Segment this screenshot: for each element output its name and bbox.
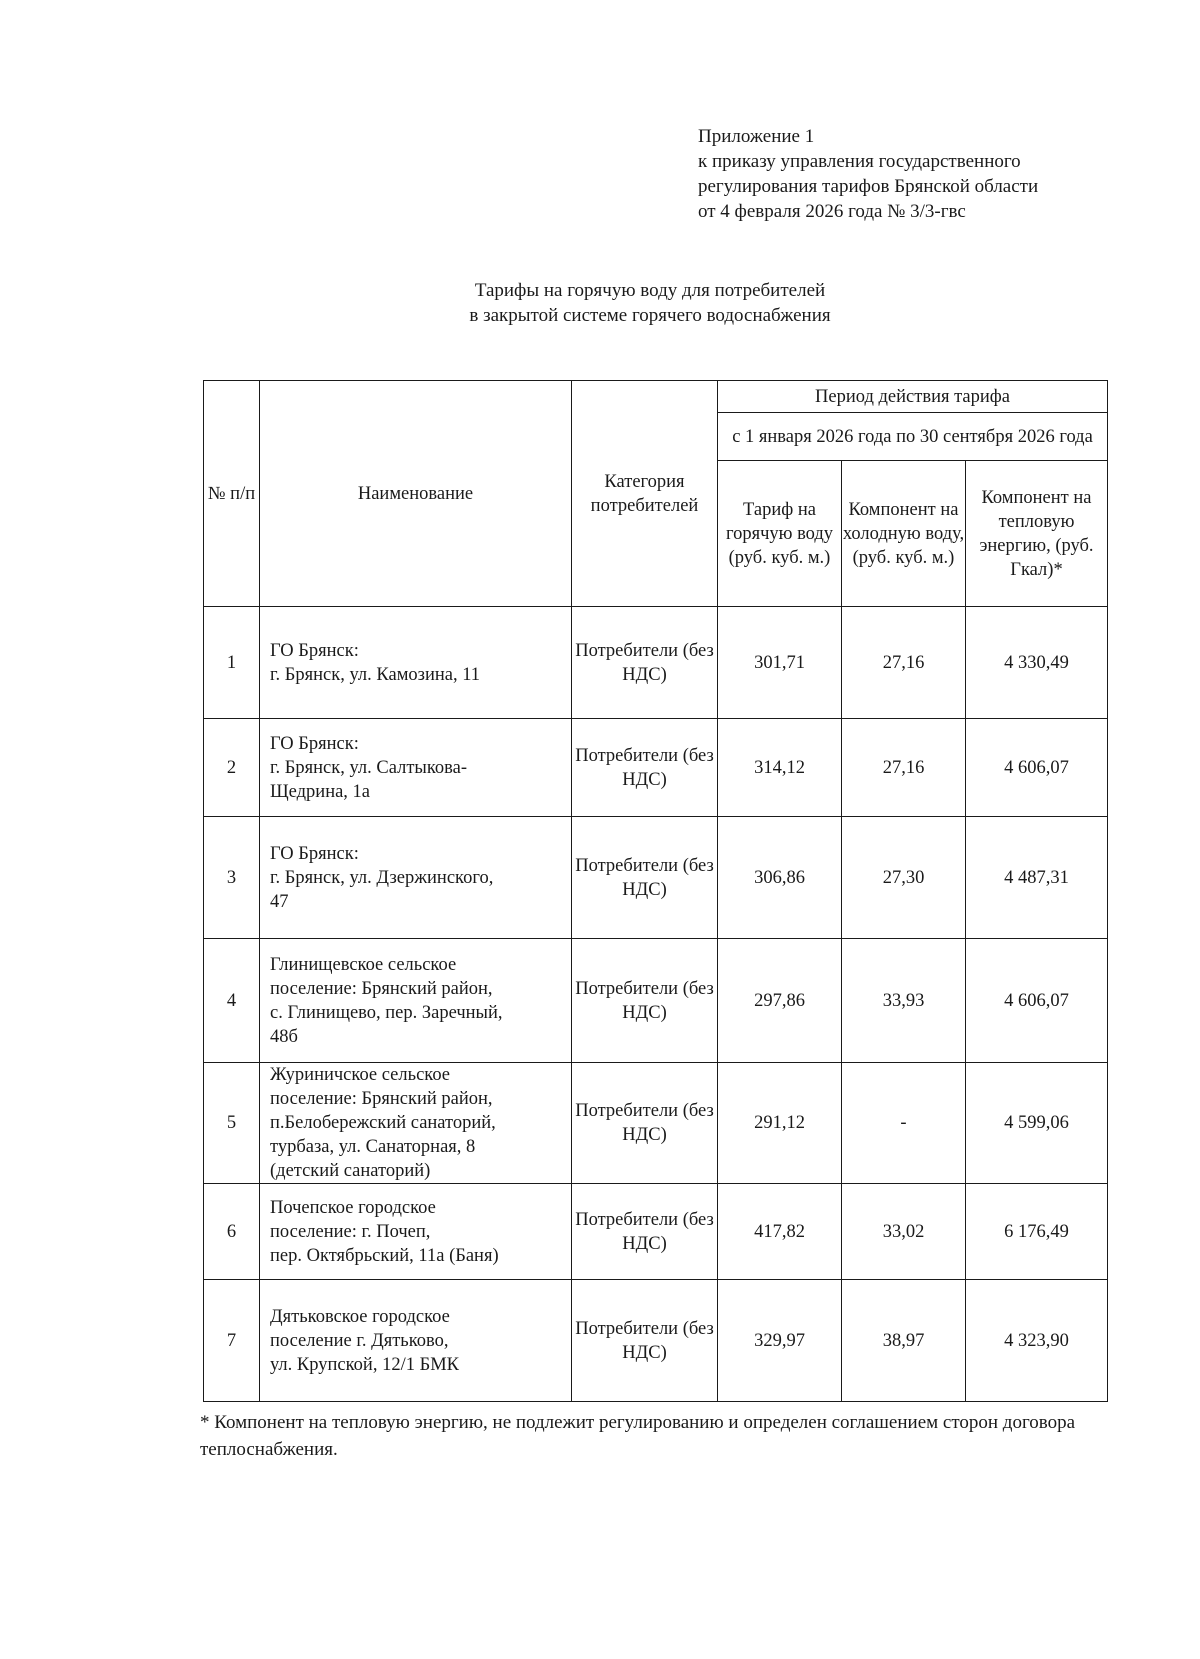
row-name-line: Почепское городское: [270, 1197, 436, 1218]
row-cold: 33,93: [842, 939, 966, 1063]
appendix-header: [698, 124, 1038, 224]
header-num: № п/п: [204, 381, 260, 607]
row-cold: -: [842, 1063, 966, 1184]
row-heat: 4 599,06: [966, 1063, 1108, 1184]
table-body: [204, 607, 1108, 1402]
table-row: [204, 1280, 1108, 1402]
header-range: с 1 января 2026 года по 30 сентября 2026 года: [718, 413, 1108, 461]
row-name-line: ул. Крупской, 12/1 БМК: [270, 1354, 460, 1375]
row-tariff: 301,71: [718, 607, 842, 719]
table-row: [204, 607, 1108, 719]
row-name-line: ГО Брянск:: [270, 640, 359, 661]
row-heat: 6 176,49: [966, 1184, 1108, 1280]
row-cold: 27,30: [842, 817, 966, 939]
row-number: 4: [204, 939, 260, 1063]
row-category: Потребители (без НДС): [572, 719, 718, 817]
row-cold: 33,02: [842, 1184, 966, 1280]
row-tariff: 297,86: [718, 939, 842, 1063]
row-name: [260, 1063, 572, 1184]
row-name-line: поселение: Брянский район,: [270, 1089, 493, 1109]
row-cold: 27,16: [842, 719, 966, 817]
row-name: [260, 817, 572, 939]
table-row: [204, 939, 1108, 1063]
table-row: [204, 719, 1108, 817]
row-number: 7: [204, 1280, 260, 1402]
row-name: [260, 607, 572, 719]
row-name-line: Дятьковское городское: [270, 1306, 450, 1327]
appendix-line: регулирования тарифов Брянской области: [698, 176, 1039, 197]
row-category: Потребители (без НДС): [572, 1184, 718, 1280]
row-cold: 27,16: [842, 607, 966, 719]
row-name-line: ГО Брянск:: [270, 843, 359, 864]
row-name-line: поселение: Брянский район,: [270, 978, 493, 999]
header-period: Период действия тарифа: [718, 381, 1108, 413]
appendix-line: от 4 февраля 2026 года № 3/3-гвс: [698, 201, 966, 222]
row-category: Потребители (без НДС): [572, 817, 718, 939]
row-name-line: Журиничское сельское: [270, 1065, 451, 1085]
row-tariff: 417,82: [718, 1184, 842, 1280]
row-name-line: турбаза, ул. Санаторная, 8: [270, 1137, 476, 1157]
row-heat: 4 323,90: [966, 1280, 1108, 1402]
row-tariff: 306,86: [718, 817, 842, 939]
row-category: Потребители (без НДС): [572, 1280, 718, 1402]
row-name-line: 47: [270, 891, 289, 912]
header-category: Категория потребителей: [572, 381, 718, 607]
row-name-line: пер. Октябрьский, 11а (Баня): [270, 1245, 499, 1266]
tariff-table: [203, 380, 1108, 1402]
row-name-line: Щедрина, 1а: [270, 781, 371, 802]
row-name-line: г. Брянск, ул. Дзержинского,: [270, 867, 494, 888]
row-number: 5: [204, 1063, 260, 1184]
row-name-line: с. Глинищево, пер. Заречный,: [270, 1002, 503, 1023]
row-name-line: ГО Брянск:: [270, 733, 359, 754]
row-name-line: поселение г. Дятьково,: [270, 1330, 449, 1351]
footnote: * Компонент на тепловую энергию, не подлежит регулированию и определен соглашением сторон договора теплоснабжения.: [200, 1412, 1076, 1460]
row-name: [260, 1184, 572, 1280]
row-name-line: Глинищевское сельское: [270, 954, 457, 975]
title-line: в закрытой системе горячего водоснабжения: [469, 305, 831, 326]
row-name-line: г. Брянск, ул. Салтыкова-: [270, 757, 468, 778]
row-name: [260, 719, 572, 817]
row-heat: 4 487,31: [966, 817, 1108, 939]
row-heat: 4 606,07: [966, 719, 1108, 817]
appendix-line: Приложение 1: [698, 126, 815, 147]
row-category: Потребители (без НДС): [572, 607, 718, 719]
header-heat: Компонент на тепловую энергию, (руб. Гкал)*: [966, 461, 1108, 607]
header-name: Наименование: [260, 381, 572, 607]
row-category: Потребители (без НДС): [572, 1063, 718, 1184]
table-row: [204, 817, 1108, 939]
row-number: 2: [204, 719, 260, 817]
row-number: 6: [204, 1184, 260, 1280]
row-name: [260, 939, 572, 1063]
row-tariff: 329,97: [718, 1280, 842, 1402]
row-number: 1: [204, 607, 260, 719]
header-tariff: Тариф на горячую воду (руб. куб. м.): [718, 461, 842, 607]
row-name-line: п.Белобережский санаторий,: [270, 1113, 496, 1133]
row-heat: 4 330,49: [966, 607, 1108, 719]
row-tariff: 314,12: [718, 719, 842, 817]
row-name-line: г. Брянск, ул. Камозина, 11: [270, 664, 481, 685]
row-name-line: поселение: г. Почеп,: [270, 1221, 431, 1242]
row-category: Потребители (без НДС): [572, 939, 718, 1063]
row-cold: 38,97: [842, 1280, 966, 1402]
row-name-line: 48б: [270, 1026, 298, 1047]
header-cold: Компонент на холодную воду, (руб. куб. м.): [842, 461, 966, 607]
title-line: Тарифы на горячую воду для потребителей: [474, 280, 826, 301]
row-tariff: 291,12: [718, 1063, 842, 1184]
row-heat: 4 606,07: [966, 939, 1108, 1063]
row-number: 3: [204, 817, 260, 939]
row-name: [260, 1280, 572, 1402]
row-name-line: (детский санаторий): [270, 1161, 431, 1181]
table-row: [204, 1063, 1108, 1184]
document-title: [0, 278, 1200, 328]
table-row: [204, 1184, 1108, 1280]
appendix-line: к приказу управления государственного: [698, 151, 1021, 172]
